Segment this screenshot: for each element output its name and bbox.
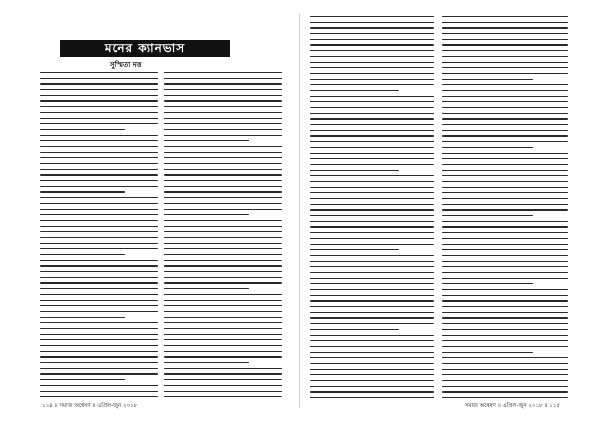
- text-line: [164, 180, 282, 181]
- text-line: [442, 22, 568, 23]
- text-line: [164, 231, 282, 232]
- text-line: [310, 175, 434, 176]
- text-line: [442, 79, 533, 80]
- text-line: [40, 135, 158, 136]
- article-author: সুস্মিতা দত্ত: [110, 61, 142, 69]
- body-column-3: [310, 16, 434, 403]
- text-line: [442, 317, 568, 318]
- text-line: [164, 311, 282, 312]
- text-line: [40, 322, 158, 323]
- text-line: [442, 27, 568, 28]
- text-line: [40, 391, 158, 392]
- text-line: [310, 352, 434, 353]
- article-title: মনের ক্যানভাস: [60, 40, 230, 57]
- text-line: [442, 323, 568, 324]
- text-line: [442, 73, 568, 74]
- text-line: [40, 305, 158, 306]
- text-line: [40, 277, 158, 278]
- text-line: [310, 215, 434, 216]
- right-page: [300, 0, 600, 424]
- text-line: [40, 123, 158, 124]
- text-line: [40, 209, 158, 210]
- text-line: [442, 272, 568, 273]
- text-line: [310, 73, 434, 74]
- text-line: [164, 95, 282, 96]
- page-footer-right: সমাজ অন্বেষণ ॥ এপ্রিল-জুন ২০১৮ ॥ ১১৫: [464, 403, 560, 409]
- text-line: [442, 329, 568, 330]
- text-line: [310, 113, 434, 114]
- text-line: [442, 84, 568, 85]
- text-line: [164, 78, 282, 79]
- text-line: [40, 288, 158, 289]
- text-line: [164, 391, 282, 392]
- text-line: [40, 157, 158, 158]
- text-line: [442, 50, 568, 51]
- text-line: [442, 204, 568, 205]
- text-line: [40, 169, 158, 170]
- text-line: [310, 300, 434, 301]
- text-line: [310, 329, 399, 330]
- text-line: [40, 237, 158, 238]
- text-line: [310, 238, 434, 239]
- text-line: [442, 335, 568, 336]
- text-line: [442, 238, 568, 239]
- text-line: [442, 164, 568, 165]
- text-line: [442, 96, 568, 97]
- text-line: [40, 220, 158, 221]
- text-line: [310, 22, 434, 23]
- text-line: [164, 112, 282, 113]
- text-line: [310, 50, 434, 51]
- text-line: [442, 56, 568, 57]
- text-line: [164, 106, 282, 107]
- text-line: [310, 335, 434, 336]
- text-line: [164, 288, 249, 289]
- text-line: [442, 16, 568, 17]
- page-footer-left: ১১৪ ॥ সমাজ অন্বেষণ ॥ এপ্রিল-জুন ২০১৮: [42, 403, 138, 409]
- text-line: [40, 83, 158, 84]
- text-line: [310, 79, 434, 80]
- text-line: [310, 204, 434, 205]
- text-line: [40, 95, 158, 96]
- text-line: [442, 369, 568, 370]
- text-line: [164, 169, 282, 170]
- text-line: [164, 248, 282, 249]
- text-line: [40, 373, 158, 374]
- text-line: [40, 106, 158, 107]
- text-line: [310, 317, 434, 318]
- text-line: [310, 192, 434, 193]
- text-line: [442, 278, 568, 279]
- text-line: [310, 295, 434, 296]
- text-line: [310, 96, 434, 97]
- text-line: [40, 300, 158, 301]
- text-line: [442, 312, 568, 313]
- text-line: [310, 289, 434, 290]
- text-line: [310, 107, 434, 108]
- text-line: [310, 124, 434, 125]
- text-line: [442, 221, 568, 222]
- text-line: [310, 90, 399, 91]
- text-line: [40, 248, 158, 249]
- text-line: [442, 300, 568, 301]
- text-line: [164, 118, 282, 119]
- text-line: [164, 197, 282, 198]
- text-line: [442, 380, 568, 381]
- text-line: [164, 300, 282, 301]
- text-line: [310, 272, 434, 273]
- text-line: [442, 249, 568, 250]
- text-line: [164, 339, 282, 340]
- text-line: [442, 44, 568, 45]
- text-line: [40, 368, 158, 369]
- text-line: [164, 89, 282, 90]
- text-line: [40, 265, 158, 266]
- text-line: [442, 352, 533, 353]
- text-line: [310, 374, 434, 375]
- text-line: [40, 197, 158, 198]
- text-line: [164, 396, 282, 397]
- text-line: [442, 346, 568, 347]
- text-line: [164, 157, 282, 158]
- text-line: [164, 135, 282, 136]
- text-line: [442, 113, 568, 114]
- text-line: [442, 187, 568, 188]
- text-line: [442, 289, 568, 290]
- text-line: [164, 334, 282, 335]
- text-line: [310, 56, 434, 57]
- text-line: [310, 33, 434, 34]
- text-line: [310, 158, 434, 159]
- text-line: [442, 306, 568, 307]
- text-line: [442, 232, 568, 233]
- text-line: [310, 198, 434, 199]
- text-line: [310, 232, 434, 233]
- text-line: [442, 39, 568, 40]
- text-line: [164, 203, 282, 204]
- text-line: [310, 249, 399, 250]
- text-line: [164, 379, 282, 380]
- text-line: [442, 62, 568, 63]
- text-line: [40, 214, 158, 215]
- text-line: [310, 221, 434, 222]
- text-line: [310, 357, 434, 358]
- text-line: [310, 101, 434, 102]
- text-line: [442, 226, 568, 227]
- text-line: [40, 180, 158, 181]
- text-line: [40, 140, 158, 141]
- text-line: [310, 380, 434, 381]
- text-line: [442, 170, 568, 171]
- text-line: [40, 311, 158, 312]
- text-line: [40, 294, 158, 295]
- text-line: [40, 260, 158, 261]
- text-line: [40, 203, 158, 204]
- text-line: [40, 89, 158, 90]
- text-line: [40, 72, 158, 73]
- text-line: [310, 141, 434, 142]
- text-line: [310, 386, 434, 387]
- text-line: [310, 170, 399, 171]
- text-line: [164, 100, 282, 101]
- text-line: [442, 135, 568, 136]
- text-line: [442, 130, 568, 131]
- text-line: [164, 317, 282, 318]
- text-line: [310, 67, 434, 68]
- text-line: [164, 277, 282, 278]
- text-line: [40, 129, 125, 130]
- text-line: [40, 112, 158, 113]
- text-line: [40, 282, 158, 283]
- text-line: [164, 129, 282, 130]
- text-line: [442, 124, 568, 125]
- text-line: [164, 83, 282, 84]
- text-line: [164, 254, 282, 255]
- text-line: [40, 339, 158, 340]
- text-line: [310, 181, 434, 182]
- text-line: [442, 391, 568, 392]
- text-line: [40, 356, 158, 357]
- text-line: [310, 363, 434, 364]
- text-line: [310, 130, 434, 131]
- text-line: [40, 362, 158, 363]
- text-line: [40, 345, 158, 346]
- text-line: [310, 244, 434, 245]
- text-line: [164, 322, 282, 323]
- text-line: [310, 369, 434, 370]
- text-line: [310, 209, 434, 210]
- text-line: [442, 363, 568, 364]
- text-line: [40, 152, 158, 153]
- text-line: [164, 214, 249, 215]
- text-line: [310, 346, 434, 347]
- text-line: [164, 356, 282, 357]
- text-line: [310, 261, 434, 262]
- text-line: [442, 90, 568, 91]
- text-line: [164, 174, 282, 175]
- body-column-1: [40, 72, 158, 402]
- text-line: [164, 294, 282, 295]
- text-line: [40, 231, 158, 232]
- text-line: [310, 283, 434, 284]
- text-line: [310, 278, 434, 279]
- text-line: [442, 386, 568, 387]
- text-line: [442, 215, 533, 216]
- text-line: [40, 174, 158, 175]
- text-line: [164, 226, 282, 227]
- text-line: [164, 260, 282, 261]
- text-line: [442, 153, 568, 154]
- text-line: [40, 191, 125, 192]
- text-line: [310, 312, 434, 313]
- text-line: [442, 192, 568, 193]
- text-line: [442, 67, 568, 68]
- text-line: [310, 226, 434, 227]
- text-line: [164, 243, 282, 244]
- text-line: [310, 323, 434, 324]
- text-line: [40, 334, 158, 335]
- text-line: [442, 118, 568, 119]
- text-line: [310, 62, 434, 63]
- text-line: [40, 186, 158, 187]
- text-line: [164, 305, 282, 306]
- text-line: [164, 271, 282, 272]
- text-line: [442, 374, 568, 375]
- text-line: [310, 16, 434, 17]
- text-line: [164, 191, 282, 192]
- text-line: [40, 118, 158, 119]
- text-line: [442, 340, 568, 341]
- text-line: [442, 181, 568, 182]
- text-line: [164, 140, 249, 141]
- text-line: [164, 351, 282, 352]
- text-line: [40, 100, 158, 101]
- text-line: [40, 379, 125, 380]
- text-line: [442, 261, 568, 262]
- text-line: [442, 141, 568, 142]
- body-column-4: [442, 16, 568, 403]
- text-line: [164, 209, 282, 210]
- text-line: [310, 118, 434, 119]
- text-line: [442, 266, 568, 267]
- text-line: [310, 306, 434, 307]
- text-line: [310, 147, 434, 148]
- text-line: [164, 123, 282, 124]
- text-line: [40, 317, 125, 318]
- text-line: [164, 373, 282, 374]
- text-line: [40, 271, 158, 272]
- text-line: [310, 187, 434, 188]
- text-line: [40, 254, 125, 255]
- text-line: [164, 385, 282, 386]
- text-line: [310, 164, 434, 165]
- text-line: [442, 209, 568, 210]
- text-line: [310, 391, 434, 392]
- text-line: [164, 328, 282, 329]
- text-line: [310, 135, 434, 136]
- text-line: [164, 163, 282, 164]
- text-line: [164, 152, 282, 153]
- text-line: [442, 175, 568, 176]
- text-line: [40, 351, 158, 352]
- text-line: [40, 226, 158, 227]
- text-line: [164, 146, 282, 147]
- text-line: [40, 385, 158, 386]
- text-line: [40, 146, 158, 147]
- text-line: [164, 282, 282, 283]
- text-line: [442, 107, 568, 108]
- body-column-2: [164, 72, 282, 402]
- text-line: [40, 243, 158, 244]
- text-line: [40, 328, 158, 329]
- text-line: [442, 295, 568, 296]
- text-line: [310, 39, 434, 40]
- text-line: [164, 220, 282, 221]
- text-line: [310, 397, 434, 398]
- text-line: [164, 237, 282, 238]
- text-line: [40, 78, 158, 79]
- text-line: [310, 153, 434, 154]
- text-line: [442, 397, 568, 398]
- text-line: [164, 265, 282, 266]
- text-line: [442, 244, 568, 245]
- text-line: [164, 186, 282, 187]
- text-line: [40, 396, 158, 397]
- text-line: [164, 345, 282, 346]
- text-line: [164, 362, 249, 363]
- text-line: [164, 72, 282, 73]
- text-line: [310, 266, 434, 267]
- text-line: [310, 340, 434, 341]
- text-line: [442, 283, 533, 284]
- text-line: [164, 368, 282, 369]
- text-line: [442, 101, 568, 102]
- text-line: [442, 198, 568, 199]
- text-line: [442, 357, 568, 358]
- text-line: [442, 147, 533, 148]
- text-line: [310, 27, 434, 28]
- text-line: [442, 255, 568, 256]
- text-line: [442, 158, 568, 159]
- text-line: [310, 255, 434, 256]
- text-line: [40, 163, 158, 164]
- text-line: [310, 44, 434, 45]
- text-line: [442, 33, 568, 34]
- text-line: [310, 84, 434, 85]
